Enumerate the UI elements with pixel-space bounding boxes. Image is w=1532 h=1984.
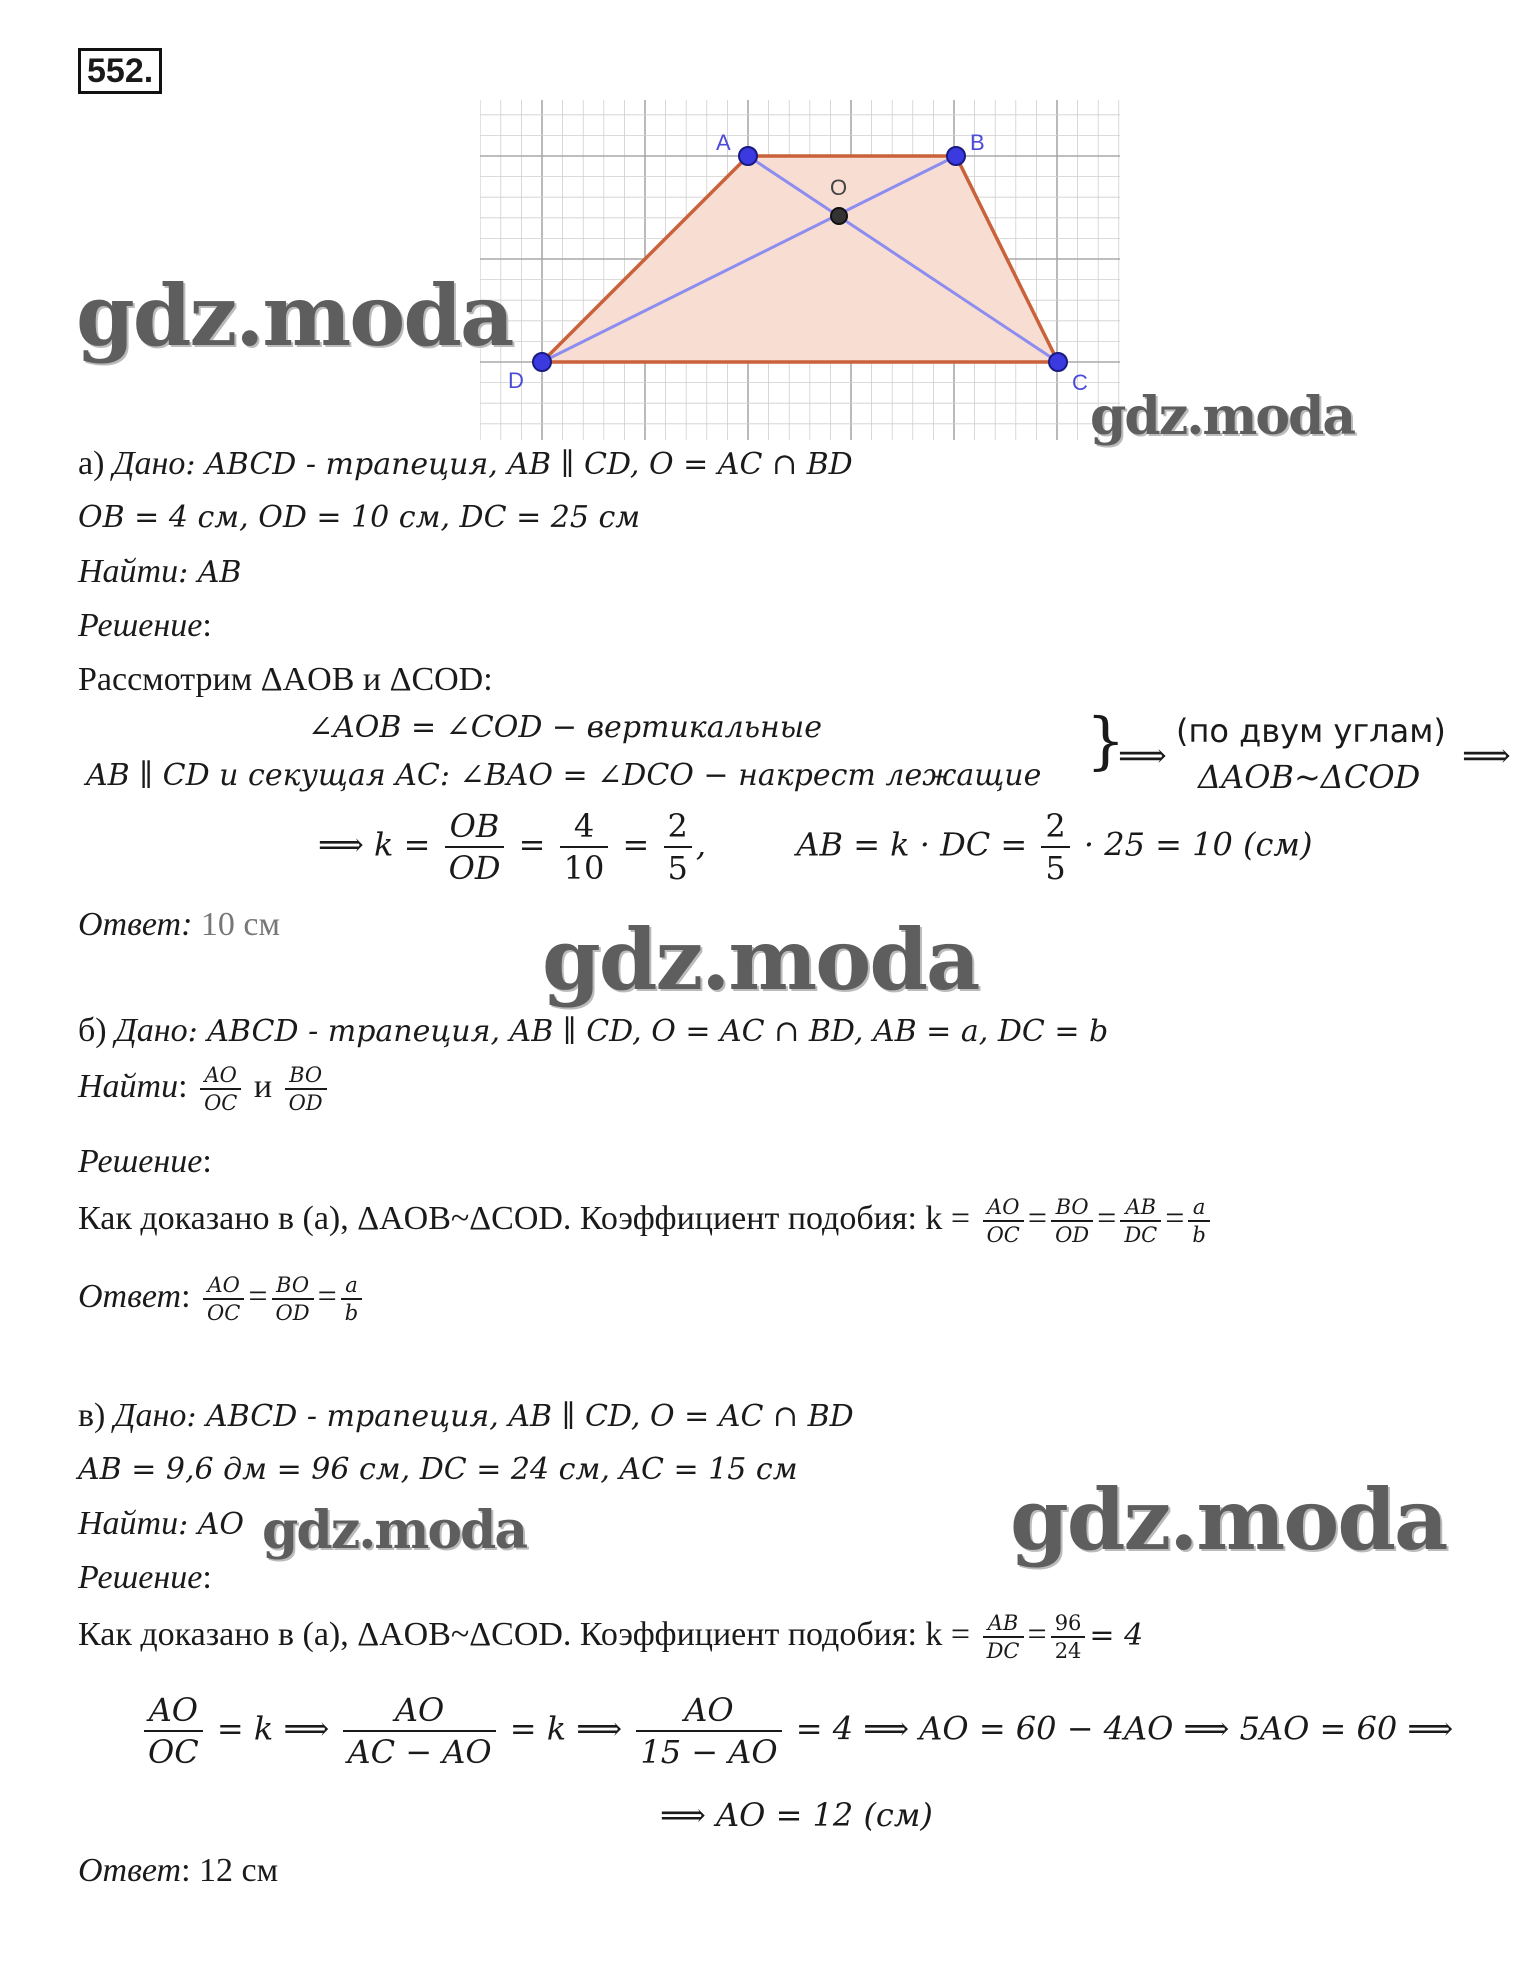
part-b-text: Как доказано в (а), ΔAOB~ΔCOD. Коэффициент подобия: k = $\frac{AO}{OC}$ = $\frac{BO}{OD}$ = $\frac{AB}{DC}$ = $\frac{a}{b}$ [78,1194,1214,1248]
label-o: O [830,175,848,200]
part-a-answer: Ответ: 10 см [78,906,280,943]
watermark: gdz.moda [76,266,513,365]
part-c-find: Найти: AO [78,1505,245,1542]
equation-result: ⟹ AO = 12 (см) [660,1796,933,1834]
brace: } [1086,704,1126,777]
label-a: A [716,130,731,155]
implies-arrow: ⟹ [1118,736,1167,776]
part-a-given: а) Дано: ABCD - трапеция, AB ∥ CD, O = AC ∩ BD [78,445,853,482]
part-c-solution: Решение: [78,1559,212,1596]
point-b [947,147,965,165]
part-b-answer: Ответ: $\frac{AO}{OC}$ = $\frac{BO}{OD}$ = $\frac{a}{b}$ [78,1272,366,1326]
similarity-statement: ΔAOB~ΔCOD [1198,758,1421,796]
part-b-find: Найти: $\frac{AO}{OC}$ и $\frac{BO}{OD}$ [78,1062,331,1116]
watermark: gdz.moda [262,1500,527,1561]
ratio-calculation: ⟹ k = $\frac{OB}{OD}$ = $\frac{4}{10}$ = $\frac{2}{5}$ , AB = k · DC = $\frac{2}{5}$ · 25 = 10 (см) [318,807,1313,887]
part-c-given2: AB = 9,6 дм = 96 см, DC = 24 см, AC = 15 см [78,1452,798,1487]
point-o [831,208,847,224]
part-a-given2: OB = 4 см, OD = 10 см, DC = 25 см [78,500,641,535]
part-a-find: Найти: AB [78,553,242,590]
label-b: B [970,130,985,155]
watermark: gdz.moda [1010,1470,1447,1569]
part-c-answer: Ответ: 12 см [78,1852,279,1889]
part-b-solution: Решение: [78,1143,212,1180]
part-a-consider: Рассмотрим ΔAOB и ΔCOD: [78,661,493,698]
part-a-solution: Решение: [78,607,212,644]
problem-number: 552. [78,48,162,94]
equation-ao: $\frac{AO}{OC}$ = k ⟹ $\frac{AO}{AC - AO}$ = k ⟹ $\frac{AO}{15 - AO}$ = 4 ⟹ AO = 60 − 4AO ⟹ 5AO = 60 ⟹ [140,1690,1453,1772]
trapezoid-diagram [480,100,1120,440]
part-c-text: Как доказано в (а), ΔAOB~ΔCOD. Коэффициент подобия: k = $\frac{AB}{DC}$ = $\frac{96}{24}$ = 4 [78,1611,1144,1663]
condition-alternate: AB ∥ CD и секущая AC: ∠BAO = ∠DCO − накрест лежащие [86,758,1042,793]
implies-arrow: ⟹ [1462,736,1511,776]
point-a [739,147,757,165]
part-b-given: б) Дано: ABCD - трапеция, AB ∥ CD, O = AC ∩ BD, AB = a, DC = b [78,1012,1109,1049]
condition-vertical: ∠AOB = ∠COD − вертикальные [308,710,822,745]
watermark: gdz.moda [542,910,979,1009]
point-c [1049,353,1067,371]
label-d: D [508,368,524,393]
watermark: gdz.moda [1090,386,1355,447]
part-c-given: в) Дано: ABCD - трапеция, AB ∥ CD, O = AC ∩ BD [78,1397,854,1434]
by-two-angles-note: (по двум углам) [1176,712,1446,750]
label-c: C [1072,370,1088,395]
point-d [533,353,551,371]
